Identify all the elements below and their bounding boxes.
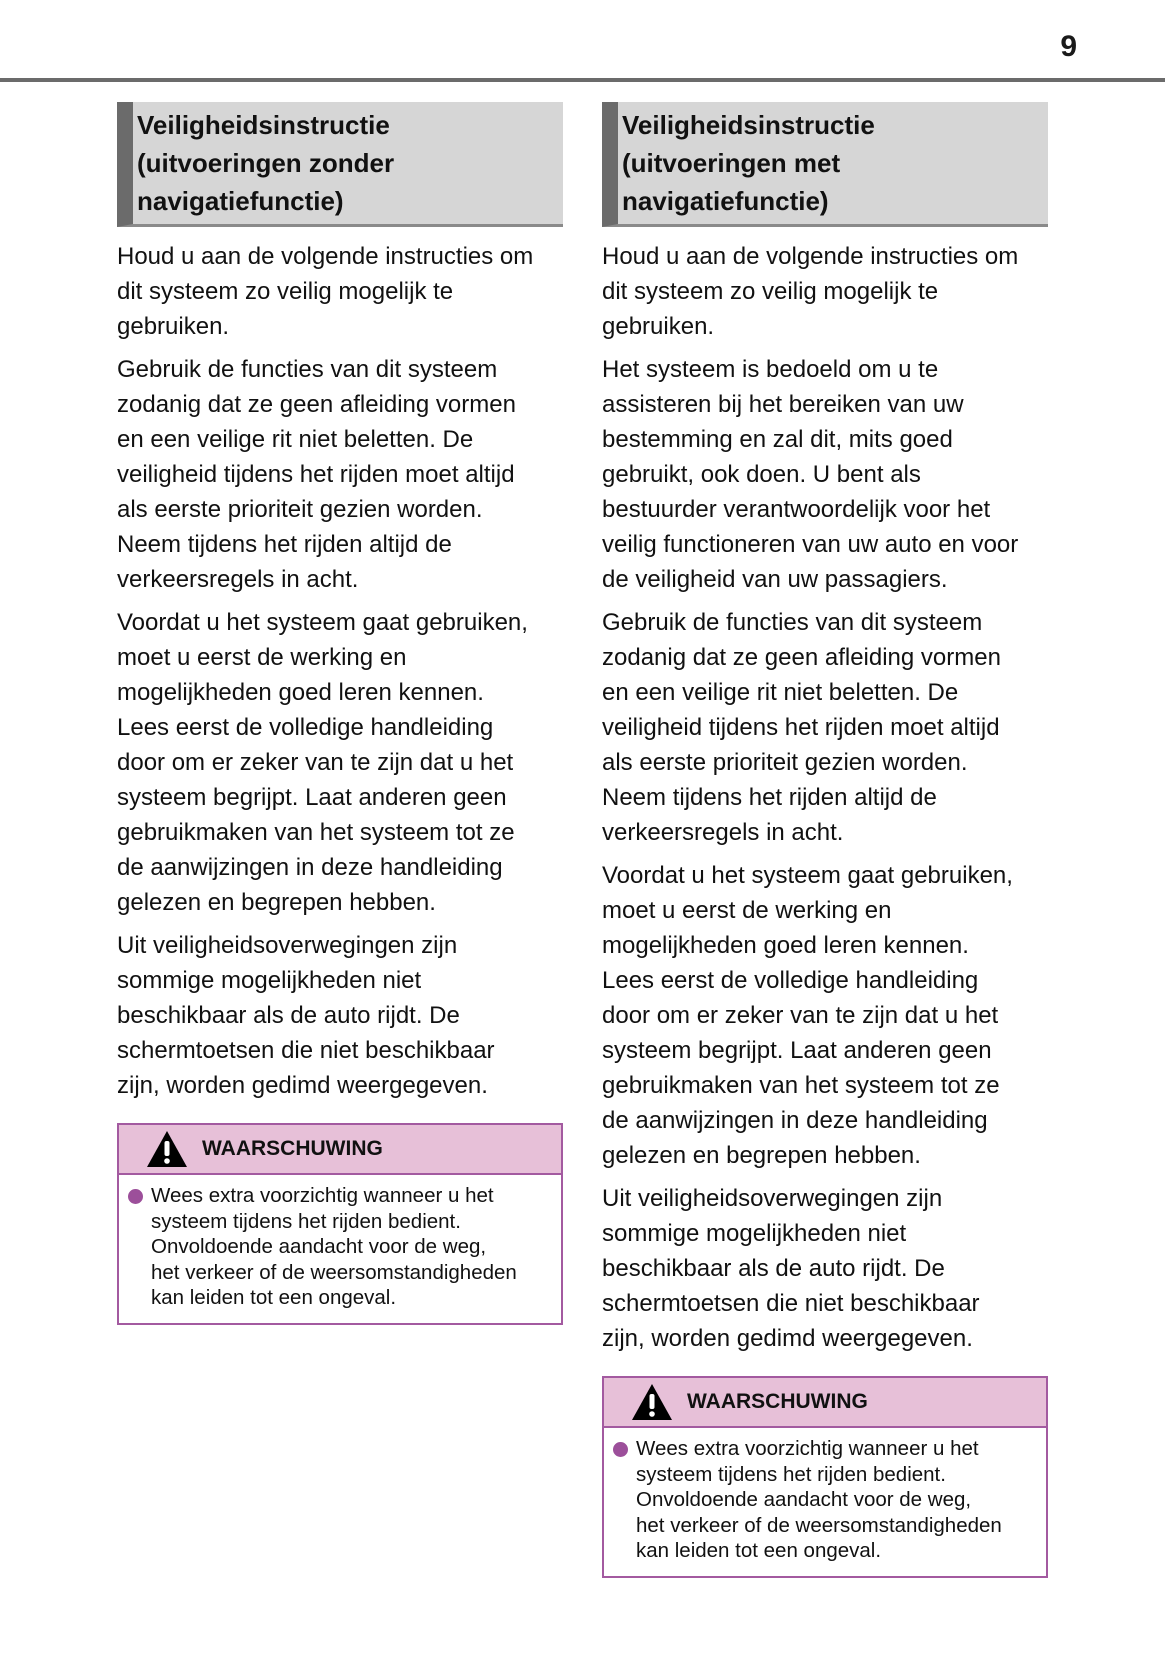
text-line: gelezen en begrepen hebben. — [602, 1142, 921, 1169]
text-line: Houd u aan de volgende instructies om — [602, 243, 1019, 270]
warning-title: WAARSCHUWING — [687, 1390, 868, 1413]
heading-line: (uitvoeringen zonder — [137, 148, 395, 178]
warning-triangle-icon — [145, 1129, 189, 1169]
text-line: zodanig dat ze geen afleiding vormen — [602, 644, 1001, 671]
paragraph — [602, 858, 1048, 1173]
text-line: Onvoldoende aandacht voor de weg, — [151, 1235, 487, 1258]
text-line: systeem tijdens het rijden bedient. — [151, 1209, 461, 1233]
text-line: het verkeer of de weersomstandigheden — [636, 1513, 1002, 1537]
text-line: Wees extra voorzichtig wanneer u het — [151, 1184, 494, 1207]
text-line: en een veilige rit niet beletten. De — [117, 426, 474, 453]
text-line: Wees extra voorzichtig wanneer u het — [636, 1437, 979, 1460]
text-line: bestuurder verantwoordelijk voor het — [602, 496, 991, 523]
text-line: gebruikt, ook doen. U bent als — [602, 461, 921, 488]
text-line: zijn, worden gedimd weergegeven. — [602, 1325, 973, 1352]
text-line: door om er zeker van te zijn dat u het — [602, 1002, 999, 1029]
text-line: Houd u aan de volgende instructies om — [117, 243, 534, 270]
text-line: de aanwijzingen in deze handleiding — [117, 854, 503, 881]
right-column — [602, 102, 1048, 1578]
warning-box — [117, 1123, 563, 1325]
heading-line: (uitvoeringen met — [622, 148, 841, 178]
paragraph — [117, 605, 563, 920]
section-heading-left — [117, 102, 563, 227]
text-line: gebruikmaken van het systeem tot ze — [117, 819, 515, 846]
text-line: schermtoetsen die niet beschikbaar — [117, 1037, 495, 1064]
text-line: door om er zeker van te zijn dat u het — [117, 749, 514, 776]
paragraph — [602, 605, 1048, 850]
text-line: dit systeem zo veilig mogelijk te — [602, 278, 939, 305]
paragraph — [117, 928, 563, 1103]
text-line: Uit veiligheidsoverwegingen zijn — [117, 932, 458, 959]
warning-body — [119, 1175, 561, 1323]
warning-title: WAARSCHUWING — [202, 1137, 383, 1160]
text-line: Het systeem is bedoeld om u te — [602, 356, 939, 383]
text-line: beschikbaar als de auto rijdt. De — [117, 1002, 460, 1029]
text-line: zijn, worden gedimd weergegeven. — [117, 1072, 488, 1099]
text-line: sommige mogelijkheden niet — [602, 1220, 907, 1247]
text-line: sommige mogelijkheden niet — [117, 967, 422, 994]
text-line: assisteren bij het bereiken van uw — [602, 391, 964, 418]
text-line: de veiligheid van uw passagiers. — [602, 566, 948, 593]
page-number: 9 — [1060, 30, 1077, 63]
text-line: systeem tijdens het rijden bedient. — [636, 1462, 946, 1486]
text-line: veilig functioneren van uw auto en voor — [602, 531, 1019, 558]
text-line: Gebruik de functies van dit systeem — [117, 356, 498, 383]
text-line: het verkeer of de weersomstandigheden — [151, 1260, 517, 1284]
text-line: Gebruik de functies van dit systeem — [602, 609, 983, 636]
text-line: de aanwijzingen in deze handleiding — [602, 1107, 988, 1134]
text-line: Neem tijdens het rijden altijd de — [117, 531, 452, 558]
text-line: mogelijkheden goed leren kennen. — [602, 932, 969, 959]
text-line: dit systeem zo veilig mogelijk te — [117, 278, 454, 305]
text-line: systeem begrijpt. Laat anderen geen — [117, 784, 507, 811]
warning-header — [604, 1378, 1046, 1428]
text-line: mogelijkheden goed leren kennen. — [117, 679, 484, 706]
text-line: kan leiden tot een ongeval. — [636, 1539, 882, 1562]
paragraph — [602, 1181, 1048, 1356]
paragraph — [602, 239, 1048, 344]
header-rule — [0, 78, 1165, 82]
heading-line: navigatiefunctie) — [137, 186, 344, 216]
paragraph — [117, 239, 563, 344]
text-line: gelezen en begrepen hebben. — [117, 889, 436, 916]
text-line: en een veilige rit niet beletten. De — [602, 679, 959, 706]
text-line: bestemming en zal dit, mits goed — [602, 426, 953, 453]
text-line: Lees eerst de volledige handleiding — [117, 714, 494, 741]
text-line: Onvoldoende aandacht voor de weg, — [636, 1488, 972, 1511]
heading-line: Veiligheidsinstructie — [137, 110, 390, 140]
section-heading-right — [602, 102, 1048, 227]
bullet-icon — [613, 1442, 628, 1457]
bullet-icon — [128, 1189, 143, 1204]
warning-triangle-icon — [630, 1382, 674, 1422]
text-line: moet u eerst de werking en — [602, 897, 892, 924]
warning-header — [119, 1125, 561, 1175]
text-line: Lees eerst de volledige handleiding — [602, 967, 979, 994]
text-line: veiligheid tijdens het rijden moet altijd — [602, 714, 1000, 741]
text-line: verkeersregels in acht. — [602, 819, 844, 846]
text-line: kan leiden tot een ongeval. — [151, 1286, 397, 1309]
warning-body — [604, 1428, 1046, 1576]
text-line: gebruikmaken van het systeem tot ze — [602, 1072, 1000, 1099]
text-line: Neem tijdens het rijden altijd de — [602, 784, 937, 811]
heading-line: Veiligheidsinstructie — [622, 110, 875, 140]
text-line: gebruiken. — [602, 313, 715, 340]
text-line: Voordat u het systeem gaat gebruiken, — [602, 862, 1013, 889]
left-column — [117, 102, 563, 1325]
paragraph — [602, 352, 1048, 597]
text-line: schermtoetsen die niet beschikbaar — [602, 1290, 980, 1317]
heading-line: navigatiefunctie) — [622, 186, 829, 216]
text-line: gebruiken. — [117, 313, 230, 340]
text-line: zodanig dat ze geen afleiding vormen — [117, 391, 516, 418]
text-line: als eerste prioriteit gezien worden. — [602, 749, 968, 776]
text-line: beschikbaar als de auto rijdt. De — [602, 1255, 945, 1282]
warning-box — [602, 1376, 1048, 1578]
text-line: Uit veiligheidsoverwegingen zijn — [602, 1185, 943, 1212]
paragraph — [117, 352, 563, 597]
text-line: veiligheid tijdens het rijden moet altijd — [117, 461, 515, 488]
text-line: systeem begrijpt. Laat anderen geen — [602, 1037, 992, 1064]
text-line: Voordat u het systeem gaat gebruiken, — [117, 609, 528, 636]
text-line: moet u eerst de werking en — [117, 644, 407, 671]
text-line: als eerste prioriteit gezien worden. — [117, 496, 483, 523]
text-line: verkeersregels in acht. — [117, 566, 359, 593]
